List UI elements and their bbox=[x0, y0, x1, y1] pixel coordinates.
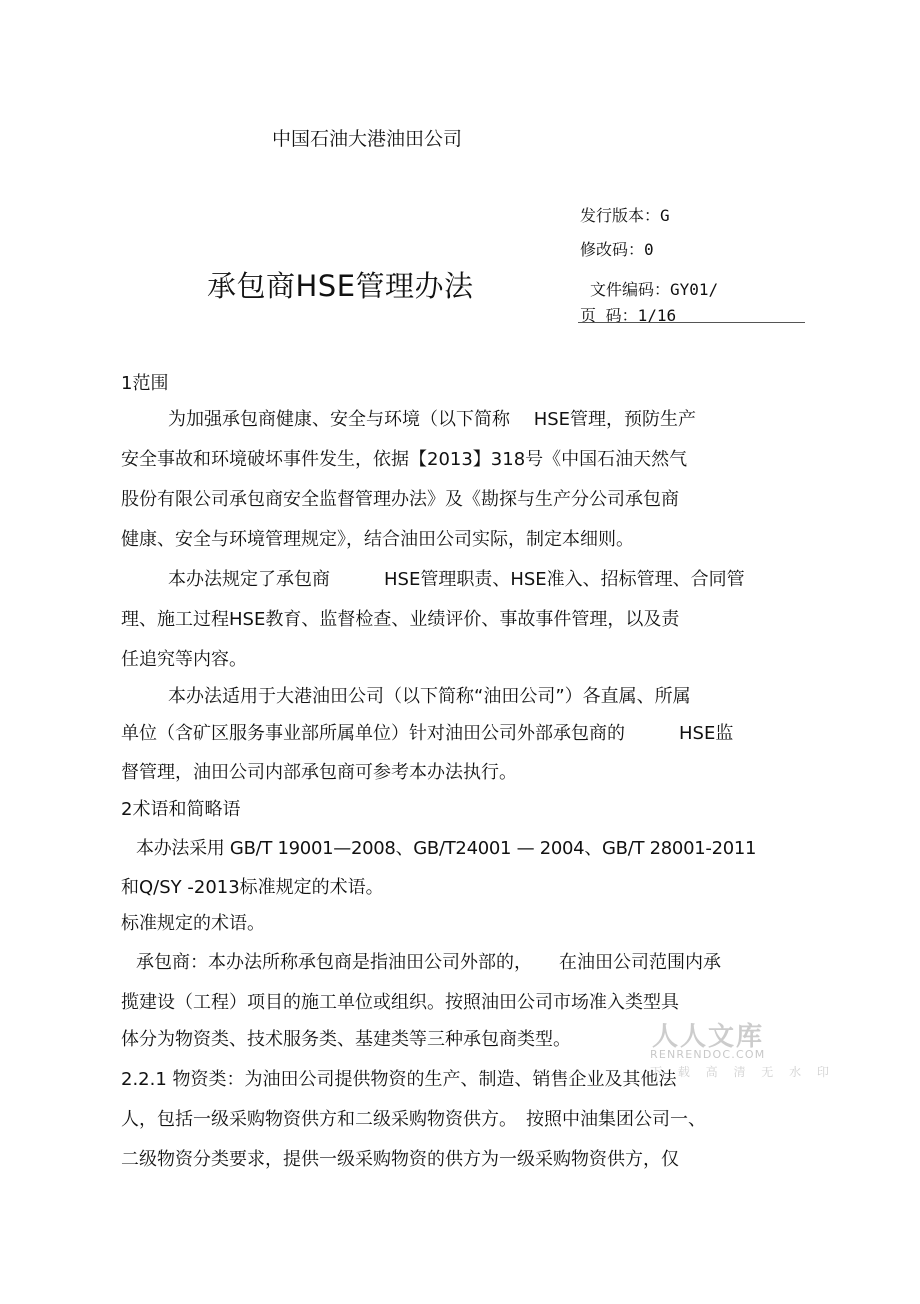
section-heading: 2术语和简略语 bbox=[121, 799, 241, 820]
paragraph-line: 安全事故和环境破坏事件发生，依据【2013】318号《中国石油天然气 bbox=[121, 449, 688, 470]
paragraph-line: 体分为物资类、技术服务类、基建类等三种承包商类型。 bbox=[121, 1029, 571, 1050]
paragraph-line: 健康、安全与环境管理规定》，结合油田公司实际，制定本细则。 bbox=[121, 529, 634, 550]
section-heading: 1范围 bbox=[121, 373, 169, 394]
paragraph-line: 单位（含矿区服务事业部所属单位）针对油田公司外部承包商的 HSE监 bbox=[121, 723, 734, 744]
page-number: 页 码：1/16 bbox=[580, 306, 677, 325]
paragraph-line: 任追究等内容。 bbox=[121, 649, 247, 670]
paragraph-line: 2.2.1 物资类：为油田公司提供物资的生产、制造、销售企业及其他法 bbox=[121, 1069, 677, 1090]
paragraph-line: 和Q/SY -2013标准规定的术语。 bbox=[121, 877, 384, 898]
document-title: 承包商HSE管理办法 bbox=[207, 269, 474, 303]
file-code: 文件编码：GY01/ bbox=[590, 280, 719, 299]
paragraph-line: 承包商：本办法所称承包商是指油田公司外部的， 在油田公司范围内承 bbox=[136, 952, 721, 973]
paragraph-line: 本办法采用 GB/T 19001—2008、GB/T24001 — 2004、GB/T 28001-2011 bbox=[136, 838, 757, 859]
paragraph-line: 本办法规定了承包商 HSE管理职责、HSE准入、招标管理、合同管 bbox=[168, 569, 745, 590]
version-info: 发行版本：G bbox=[580, 206, 670, 225]
watermark-logo: 人人文库 bbox=[652, 1022, 765, 1052]
paragraph-line: 督管理，油田公司内部承包商可参考本办法执行。 bbox=[121, 762, 517, 783]
watermark-tagline: 下 载 高 清 无 水 印 bbox=[650, 1065, 835, 1079]
paragraph-line: 理、施工过程HSE教育、监督检查、业绩评价、事故事件管理，以及责 bbox=[121, 609, 680, 630]
revision-info: 修改码：0 bbox=[580, 240, 654, 259]
paragraph-line: 揽建设（工程）项目的施工单位或组织。按照油田公司市场准入类型具 bbox=[121, 992, 679, 1013]
paragraph-line: 本办法适用于大港油田公司（以下简称“油田公司”）各直属、所属 bbox=[168, 686, 691, 707]
paragraph-line: 人，包括一级采购物资供方和二级采购物资供方。 按照中油集团公司一、 bbox=[121, 1109, 706, 1130]
paragraph-line: 股份有限公司承包商安全监督管理办法》及《勘探与生产分公司承包商 bbox=[121, 489, 679, 510]
company-name: 中国石油大港油田公司 bbox=[272, 128, 463, 150]
paragraph-line: 为加强承包商健康、安全与环境（以下简称 HSE管理，预防生产 bbox=[168, 409, 697, 430]
watermark-domain: RENRENDOC.COM bbox=[650, 1048, 766, 1061]
paragraph-line: 标准规定的术语。 bbox=[121, 913, 265, 934]
header-divider bbox=[578, 322, 805, 323]
paragraph-line: 二级物资分类要求，提供一级采购物资的供方为一级采购物资供方，仅 bbox=[121, 1149, 679, 1170]
